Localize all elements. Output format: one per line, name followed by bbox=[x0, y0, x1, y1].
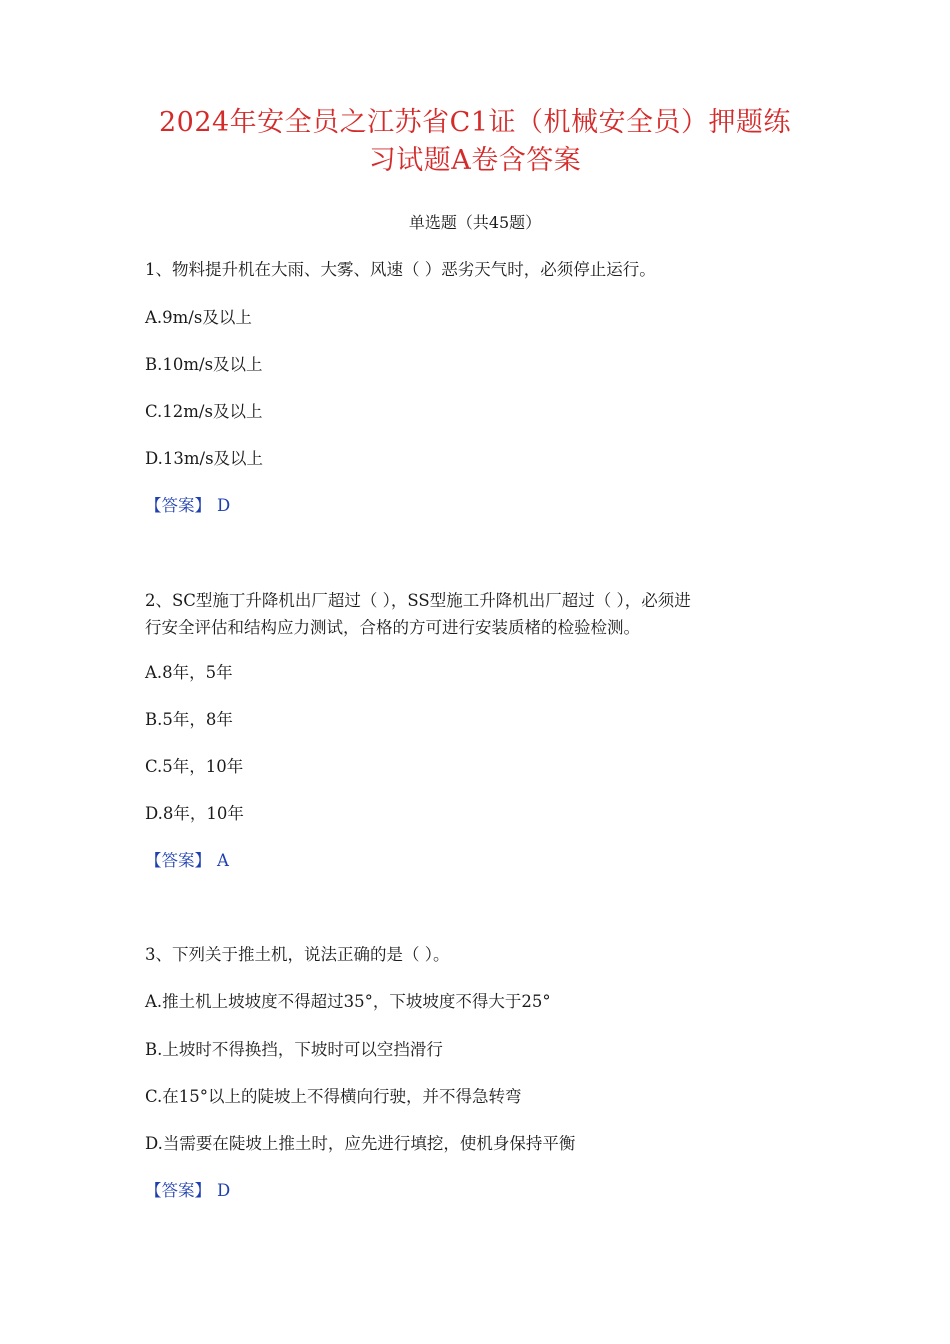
document-title bbox=[100, 104, 850, 180]
section-heading: 单选题（共45题） bbox=[408, 213, 542, 232]
question-3-option-c: C.在15°以上的陡坡上不得横向行驶，并不得急转弯 bbox=[145, 1087, 522, 1106]
title-line-1: 2024年安全员之江苏省C1证（机械安全员）押题练 bbox=[158, 107, 792, 138]
answer-label: 【答案】 bbox=[145, 851, 211, 870]
question-1-option-d: D.13m/s及以上 bbox=[145, 449, 264, 468]
question-1-option-b: B.10m/s及以上 bbox=[145, 355, 263, 374]
question-1-answer bbox=[145, 492, 810, 519]
question-1-option-a: A.9m/s及以上 bbox=[145, 308, 252, 327]
question-2-option-b: B.5年，8年 bbox=[145, 710, 233, 729]
answer-value: A bbox=[217, 851, 229, 870]
question-3-option-d: D.当需要在陡坡上推土时，应先进行填挖，使机身保持平衡 bbox=[145, 1134, 576, 1153]
answer-label: 【答案】 bbox=[145, 496, 211, 515]
question-3-answer bbox=[145, 1177, 810, 1204]
answer-value: D bbox=[217, 496, 231, 515]
question-2-option-c: C.5年，10年 bbox=[145, 757, 244, 776]
answer-value: D bbox=[217, 1181, 231, 1200]
question-3-option-b: B.上坡时不得换挡，下坡时可以空挡滑行 bbox=[145, 1040, 443, 1059]
question-2-stem-line-2: 行安全评估和结构应力测试，合格的方可进行安装质楮的检验检测。 bbox=[145, 618, 640, 637]
title-line-2: 习试题A卷含答案 bbox=[368, 145, 582, 176]
answer-label: 【答案】 bbox=[145, 1181, 211, 1200]
question-2-answer bbox=[145, 847, 810, 874]
question-1-stem: 1、物料提升机在大雨、大雾、风速（ ）恶劣天气时，必须停止运行。 bbox=[145, 260, 656, 279]
question-3-stem: 3、下列关于推土机，说法正确的是（ ）。 bbox=[145, 945, 450, 964]
question-2-option-d: D.8年，10年 bbox=[145, 804, 244, 823]
question-3-option-a: A.推土机上坡坡度不得超过35°，下坡坡度不得大于25° bbox=[145, 992, 551, 1011]
question-1-option-c: C.12m/s及以上 bbox=[145, 402, 263, 421]
question-2-stem-line-1: 2、SC型施丁升降机出厂超过（ ），SS型施工升降机出厂超过（ ），必须进 bbox=[145, 591, 691, 610]
question-2-option-a: A.8年，5年 bbox=[145, 663, 233, 682]
